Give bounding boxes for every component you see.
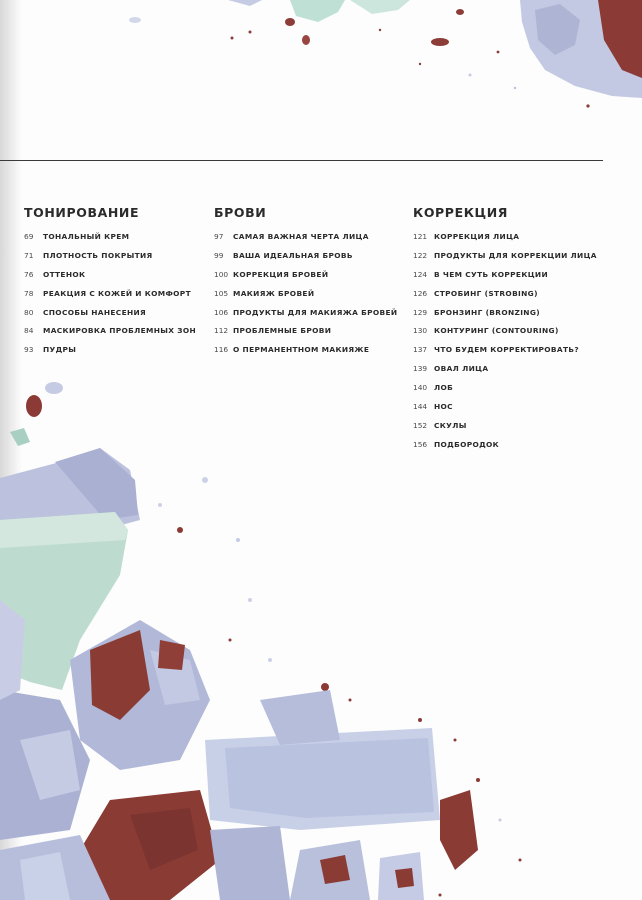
toc-entry-title: СТРОБИНГ (STROBING)	[434, 288, 538, 298]
toc-entry[interactable]	[413, 322, 613, 341]
toc-entry[interactable]	[24, 322, 204, 341]
toc-entry-title: ТОНАЛЬНЫЙ КРЕМ	[43, 232, 130, 241]
toc-entry[interactable]	[413, 247, 613, 266]
toc-page-number: 84	[24, 326, 34, 336]
toc-entry-title: О ПЕРМАНЕНТНОМ МАКИЯЖЕ	[233, 345, 370, 355]
toc-entry[interactable]	[413, 266, 613, 285]
toc-page-number: 97	[214, 232, 224, 241]
toc-page-number: 76	[24, 269, 34, 279]
toc-entry-title: ЧТО БУДЕМ КОРРЕКТИРОВАТЬ?	[434, 345, 579, 355]
toc-entry[interactable]	[24, 247, 204, 266]
toc-entry[interactable]	[214, 266, 404, 285]
toc-page-number: 105	[214, 288, 229, 298]
toc-entry-title: БРОНЗИНГ (BRONZING)	[434, 307, 540, 317]
toc-entry-title: РЕАКЦИЯ С КОЖЕЙ И КОМФОРТ	[43, 288, 191, 298]
toc-page-number: 129	[413, 307, 428, 317]
toc-page-number: 112	[214, 326, 229, 336]
toc-entry-title: СПОСОБЫ НАНЕСЕНИЯ	[43, 307, 147, 317]
toc-page-number: 139	[413, 364, 428, 374]
toc-page-number: 116	[214, 345, 229, 355]
toc-entry[interactable]	[413, 360, 613, 379]
toc-entry-title: КОРРЕКЦИЯ ЛИЦА	[434, 232, 520, 241]
toc-entry-title: ПРОДУКТЫ ДЛЯ КОРРЕКЦИИ ЛИЦА	[434, 250, 597, 260]
toc-entry[interactable]	[214, 247, 404, 266]
toc-entry-title: ВАША ИДЕАЛЬНАЯ БРОВЬ	[233, 250, 353, 260]
horizontal-rule	[0, 160, 603, 161]
toc-entry-title: ОТТЕНОК	[43, 269, 86, 279]
toc-entry[interactable]	[24, 341, 204, 360]
toc-page-number: 100	[214, 269, 229, 279]
toc-page-number: 106	[214, 307, 229, 317]
toc-entry[interactable]	[24, 266, 204, 285]
toc-section-correction	[413, 205, 613, 455]
toc-page-number: 137	[413, 345, 428, 355]
toc-page-number: 121	[413, 232, 428, 241]
toc-entry[interactable]	[413, 228, 613, 247]
toc-entry[interactable]	[413, 436, 613, 455]
toc-entry[interactable]	[214, 228, 404, 247]
toc-page-number: 71	[24, 250, 34, 260]
toc-page-number: 156	[413, 439, 428, 449]
toc-entry[interactable]	[413, 379, 613, 398]
toc-entry[interactable]	[24, 228, 204, 247]
toc-page-number: 124	[413, 269, 428, 279]
toc-entry[interactable]	[413, 341, 613, 360]
toc-entry[interactable]	[24, 285, 204, 304]
bottom-powder-cluster	[0, 382, 522, 900]
toc-entry-title: СКУЛЫ	[434, 420, 467, 430]
toc-entry[interactable]	[413, 417, 613, 436]
toc-entry[interactable]	[413, 285, 613, 304]
toc-entry-title: ПУДРЫ	[43, 345, 77, 355]
toc-entry-title: ПОДБОРОДОК	[434, 439, 500, 449]
toc-page-number: 126	[413, 288, 428, 298]
toc-section-brows	[214, 205, 404, 360]
toc-entry[interactable]	[214, 304, 404, 323]
toc-entry[interactable]	[24, 304, 204, 323]
toc-entry[interactable]	[214, 322, 404, 341]
toc-page-number: 140	[413, 383, 428, 393]
toc-page-number: 80	[24, 307, 34, 317]
toc-page-number: 144	[413, 402, 428, 412]
section-heading: ТОНИРОВАНИЕ	[24, 205, 140, 220]
toc-entry-title: ПРОБЛЕМНЫЕ БРОВИ	[233, 326, 332, 336]
toc-entry-title: В ЧЕМ СУТЬ КОРРЕКЦИИ	[434, 269, 548, 279]
section-heading: КОРРЕКЦИЯ	[413, 205, 509, 220]
toc-page-number: 78	[24, 288, 34, 298]
toc-entry[interactable]	[413, 398, 613, 417]
toc-entry-title: ПЛОТНОСТЬ ПОКРЫТИЯ	[43, 250, 153, 260]
toc-page-number: 122	[413, 250, 428, 260]
section-heading: БРОВИ	[214, 205, 267, 220]
toc-entry[interactable]	[413, 304, 613, 323]
toc-page-number: 93	[24, 345, 34, 355]
toc-entry-title: НОС	[434, 402, 453, 412]
toc-entry[interactable]	[214, 285, 404, 304]
toc-page-number: 130	[413, 326, 428, 336]
toc-page-number: 152	[413, 420, 428, 430]
toc-entry-title: ПРОДУКТЫ ДЛЯ МАКИЯЖА БРОВЕЙ	[233, 307, 398, 317]
toc-entry-title: ЛОБ	[434, 383, 454, 393]
toc-entry-title: МАКИЯЖ БРОВЕЙ	[233, 288, 315, 298]
toc-section-toning	[24, 205, 204, 360]
top-powder-cluster	[129, 0, 642, 108]
toc-entry-title: КОРРЕКЦИЯ БРОВЕЙ	[233, 269, 329, 279]
toc-entry-title: МАСКИРОВКА ПРОБЛЕМНЫХ ЗОН	[43, 326, 197, 336]
toc-entry[interactable]	[214, 341, 404, 360]
toc-entry-title: САМАЯ ВАЖНАЯ ЧЕРТА ЛИЦА	[233, 232, 369, 241]
toc-entry-title: КОНТУРИНГ (CONTOURING)	[434, 326, 559, 336]
toc-page-number: 69	[24, 232, 34, 241]
toc-entry-title: ОВАЛ ЛИЦА	[434, 364, 489, 374]
toc-page-number: 99	[214, 250, 224, 260]
